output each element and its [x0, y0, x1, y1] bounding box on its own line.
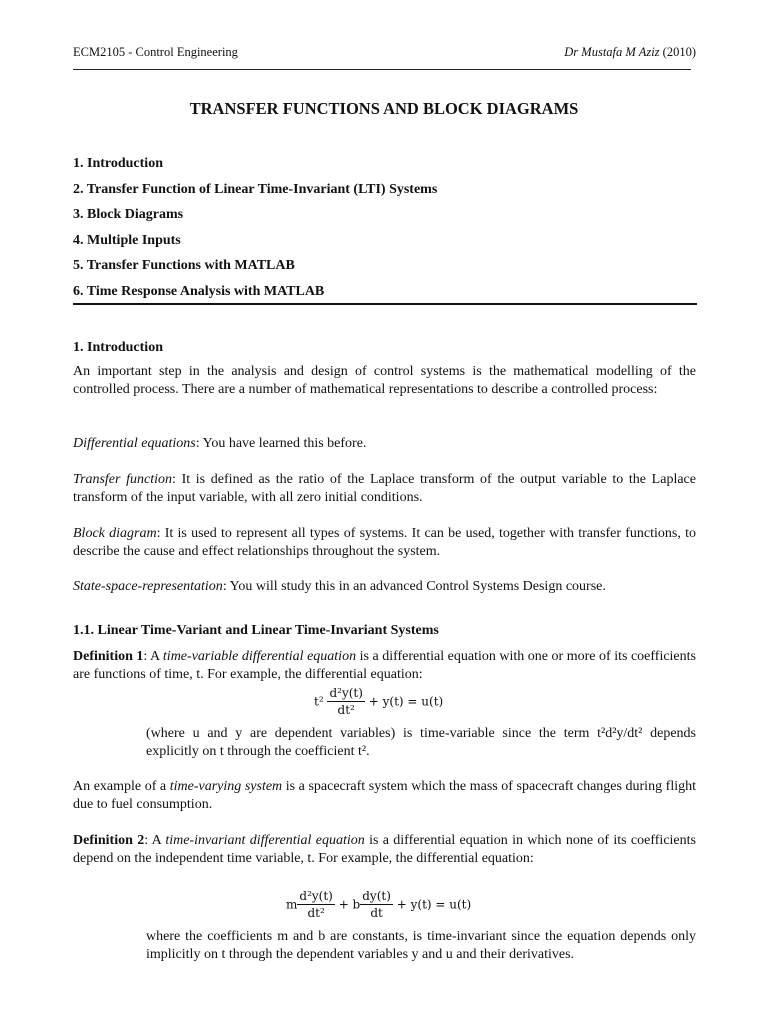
definition-term: time-variable differential equation — [162, 649, 357, 664]
definition-prefix: : A — [144, 833, 166, 848]
toc-item: 1. Introduction — [73, 156, 163, 171]
item-text: : You will study this in an advanced Control Systems Design course. — [222, 579, 606, 594]
author-line — [564, 45, 696, 60]
toc-item: 2. Transfer Function of Linear Time-Invariant (LTI) Systems — [73, 181, 438, 197]
section-heading: 1. Introduction — [73, 340, 163, 355]
author-name: Dr Mustafa M Aziz — [564, 45, 660, 59]
eq-coefficient-b: + b — [338, 897, 361, 912]
item-term: Block diagram — [73, 526, 157, 541]
definition-text: is a differential equation with one or more of its coefficients are functions of time, t. For example, the differential equation: — [73, 649, 696, 682]
course-code: ECM2105 - Control Engineering — [73, 45, 238, 59]
definition-2-explanation: where the coefficients m and b are constants, is time-invariant since the equation depends only implicitly on t through the dependent variables y and u and their derivatives. — [146, 929, 696, 962]
eq-rest: + y(t) = u(t) — [396, 897, 472, 912]
eq-fraction — [360, 889, 393, 921]
definition-prefix: : A — [143, 649, 163, 664]
definition-1 — [73, 648, 696, 684]
eq-fraction — [327, 686, 364, 718]
year: (2010) — [662, 45, 696, 59]
eq-coefficient: t² — [314, 694, 324, 709]
eq-numerator: dy(t) — [362, 889, 391, 903]
example-text: is a spacecraft system which the mass of spacecraft changes during flight due to fuel consumption. — [73, 779, 696, 812]
definition-2 — [73, 832, 696, 868]
example-term: time-varying system — [169, 779, 283, 794]
example-paragraph — [73, 778, 696, 814]
definition-item — [73, 435, 696, 453]
eq-denominator: dt — [370, 906, 383, 920]
document-title: TRANSFER FUNCTIONS AND BLOCK DIAGRAMS — [189, 99, 579, 118]
intro-paragraph: An important step in the analysis and design of control systems is the mathematical modelling of the controlled process. There are a number of mathematical representations to describe a controlled process: — [73, 364, 696, 397]
eq-denominator: dt² — [337, 703, 355, 717]
eq-denominator: dt² — [307, 906, 325, 920]
item-text: : You have learned this before. — [195, 436, 367, 451]
header-rule — [73, 69, 691, 70]
subsection-heading: 1.1. Linear Time-Variant and Linear Time-Invariant Systems — [73, 623, 439, 638]
eq-rest: + y(t) = u(t) — [368, 694, 444, 709]
eq-coefficient-m: m — [286, 897, 298, 912]
definition-item — [73, 525, 696, 561]
definition-1-explanation: (where u and y are dependent variables) is time-variable since the term t²d²y/dt² depends explicitly on t through the coefficient t². — [146, 726, 696, 759]
eq-fraction — [297, 889, 334, 921]
table-of-contents — [73, 155, 697, 309]
definition-term: time-invariant differential equation — [165, 833, 365, 848]
example-prefix: An example of a — [73, 779, 170, 794]
toc-item: 6. Time Response Analysis with MATLAB — [73, 283, 325, 299]
toc-item: 4. Multiple Inputs — [73, 232, 181, 248]
item-text: : It is defined as the ratio of the Laplace transform of the output variable to the Laplace transform of the input variable, with all zero initial conditions. — [73, 472, 696, 505]
item-term: Differential equations — [73, 436, 196, 451]
equation-time-invariant — [286, 889, 471, 921]
equation-time-variable — [314, 686, 443, 718]
definition-label: Definition 1 — [73, 649, 144, 664]
toc-item: 3. Block Diagrams — [73, 207, 184, 223]
eq-numerator: d²y(t) — [299, 889, 333, 903]
definition-label: Definition 2 — [73, 833, 145, 848]
toc-divider — [73, 303, 697, 305]
eq-numerator: d²y(t) — [329, 686, 363, 700]
definition-text: is a differential equation in which none of its coefficients depend on the independent time variable, t. For example, the differential equation: — [73, 833, 696, 866]
definition-item — [73, 471, 696, 507]
toc-item: 5. Transfer Functions with MATLAB — [73, 258, 295, 274]
item-term: Transfer function — [73, 472, 173, 487]
item-text: : It is used to represent all types of systems. It can be used, together with transfer functions, to describe the cause and effect relationships throughout the system. — [73, 526, 696, 559]
item-term: State-space-representation — [73, 579, 223, 594]
definition-item — [73, 578, 696, 596]
